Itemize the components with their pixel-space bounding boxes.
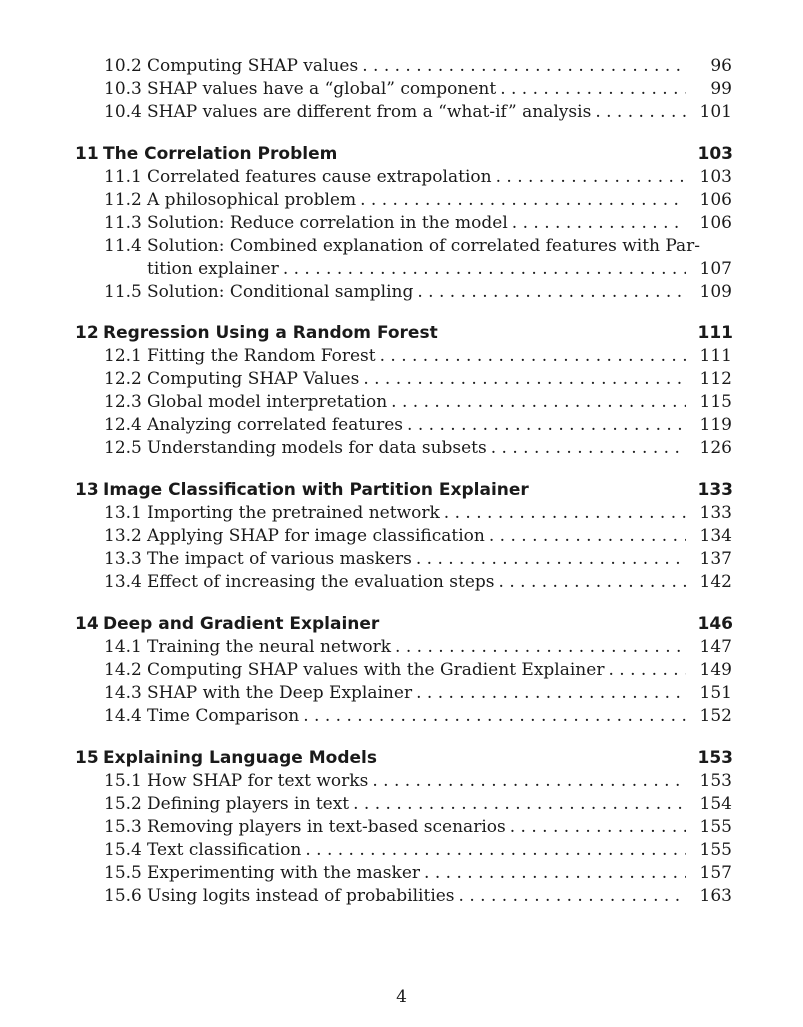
toc-section-12-1[interactable]: 12.1 Fitting the Random Forest . . . 111 — [104, 345, 732, 368]
toc-section-14-3[interactable]: 14.3 SHAP with the Deep Explainer . . . 151 — [104, 682, 732, 705]
leader-dots — [512, 212, 686, 235]
toc-section-14-4[interactable]: 14.4 Time Comparison . . . 152 — [104, 705, 732, 728]
leader-dots — [395, 636, 686, 659]
toc-section-14-2[interactable]: 14.2 Computing SHAP values with the Gradient Explainer . . . 149 — [104, 659, 732, 682]
leader-dots — [499, 571, 686, 594]
leader-dots — [424, 862, 686, 885]
toc-section-13-2[interactable]: 13.2 Applying SHAP for image classification . . . 134 — [104, 525, 732, 548]
leader-dots — [489, 525, 686, 548]
toc-section-12-4[interactable]: 12.4 Analyzing correlated features . . . 119 — [104, 414, 732, 437]
toc-section-15-4[interactable]: 15.4 Text classification . . . 155 — [104, 839, 732, 862]
leader-dots — [283, 258, 686, 281]
toc-section-12-3[interactable]: 12.3 Global model interpretation . . . 115 — [104, 391, 732, 414]
toc-section-11-2[interactable]: 11.2 A philosophical problem . . . 106 — [104, 189, 732, 212]
leader-dots — [510, 816, 686, 839]
leader-dots — [491, 437, 686, 460]
leader-dots — [380, 345, 686, 368]
leader-dots — [305, 839, 686, 862]
leader-dots — [444, 502, 686, 525]
leader-dots — [407, 414, 686, 437]
page-number: 4 — [396, 987, 407, 1007]
leader-dots — [363, 368, 686, 391]
leader-dots — [417, 281, 686, 304]
toc-section-11-3[interactable]: 11.3 Solution: Reduce correlation in the model . . . 106 — [104, 212, 732, 235]
toc-section-15-6[interactable]: 15.6 Using logits instead of probabilities . . . 163 — [104, 885, 732, 908]
toc-section-11-1[interactable]: 11.1 Correlated features cause extrapolation . . . 103 — [104, 166, 732, 189]
toc-section-15-5[interactable]: 15.5 Experimenting with the masker . . . 157 — [104, 862, 732, 885]
leader-dots — [459, 885, 686, 908]
leader-dots — [608, 659, 686, 682]
leader-dots — [391, 391, 686, 414]
toc-section-13-3[interactable]: 13.3 The impact of various maskers . . . 137 — [104, 548, 732, 571]
leader-dots — [500, 78, 686, 101]
toc-section-14-1[interactable]: 14.1 Training the neural network . . . 147 — [104, 636, 732, 659]
leader-dots — [496, 166, 686, 189]
leader-dots — [416, 682, 686, 705]
toc-section-10-2[interactable]: 10.2 Computing SHAP values . . . 96 — [104, 55, 732, 78]
leader-dots — [372, 770, 686, 793]
toc-chapter-11[interactable]: 11 The Correlation Problem 103 — [75, 144, 733, 164]
toc-section-13-1[interactable]: 13.1 Importing the pretrained network . . . 133 — [104, 502, 732, 525]
leader-dots — [353, 793, 686, 816]
toc-section-10-3[interactable]: 10.3 SHAP values have a “global” component . . . 99 — [104, 78, 732, 101]
toc-section-15-2[interactable]: 15.2 Defining players in text . . . 154 — [104, 793, 732, 816]
toc-chapter-15[interactable]: 15 Explaining Language Models 153 — [75, 748, 733, 768]
leader-dots — [595, 101, 686, 124]
leader-dots — [362, 55, 686, 78]
toc-chapter-14[interactable]: 14 Deep and Gradient Explainer 146 — [75, 614, 733, 634]
leader-dots — [416, 548, 686, 571]
toc-section-15-1[interactable]: 15.1 How SHAP for text works . . . 153 — [104, 770, 732, 793]
leader-dots — [360, 189, 686, 212]
toc-section-11-4[interactable]: 11.4 Solution: Combined explanation of correlated features with Par- tition explainer . . . 107 — [104, 235, 732, 281]
toc-chapter-13[interactable]: 13 Image Classification with Partition Explainer 133 — [75, 480, 733, 500]
toc-section-12-2[interactable]: 12.2 Computing SHAP Values . . . 112 — [104, 368, 732, 391]
toc-chapter-12[interactable]: 12 Regression Using a Random Forest 111 — [75, 323, 733, 343]
toc-section-13-4[interactable]: 13.4 Effect of increasing the evaluation steps . . . 142 — [104, 571, 732, 594]
leader-dots — [303, 705, 686, 728]
toc-section-15-3[interactable]: 15.3 Removing players in text-based scenarios . . . 155 — [104, 816, 732, 839]
toc-section-10-4[interactable]: 10.4 SHAP values are different from a “what-if” analysis . . . 101 — [104, 101, 732, 124]
toc-section-11-5[interactable]: 11.5 Solution: Conditional sampling . . . 109 — [104, 281, 732, 304]
toc-section-12-5[interactable]: 12.5 Understanding models for data subsets . . . 126 — [104, 437, 732, 460]
